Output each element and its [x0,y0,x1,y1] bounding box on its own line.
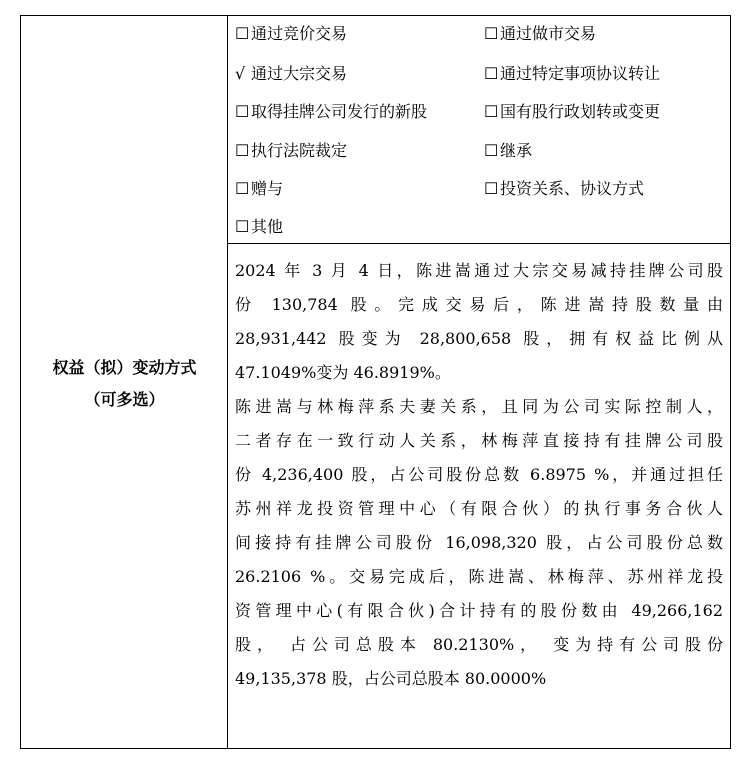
description-line: 26.2106 %。交易完成后，陈进嵩、林梅萍、苏州祥龙投 [235,567,723,586]
option-state-transfer [484,101,660,123]
checkbox-unchecked-icon: ☐ [235,24,250,43]
description-line: 份 130,784 股。完成交易后，陈进嵩持股数量由 [235,295,723,314]
description-line: 28,931,442 股变为 28,800,658 股，拥有权益比例从 [235,329,723,348]
description-line: 股， 占公司总股本 80.2130%， 变为持有公司股份 [235,635,723,654]
option-label: 取得挂牌公司发行的新股 [251,102,428,121]
option-label: 国有股行政划转或变更 [500,102,661,121]
option-label: 其他 [251,217,284,236]
option-gift [235,178,283,200]
checkbox-unchecked-icon: ☐ [484,64,499,83]
equity-change-table [20,15,731,749]
description-line: 陈进嵩与林梅萍系夫妻关系，且同为公司实际控制人， [235,397,723,416]
option-competitive-bidding [235,23,347,45]
row-label-line2: （可多选） [84,390,165,409]
option-label: 继承 [500,141,533,160]
option-specific-agreement-transfer [484,63,660,85]
option-inheritance [484,140,532,162]
option-label: 赠与 [251,179,284,198]
checkbox-unchecked-icon: ☐ [484,102,499,121]
description-line: 苏州祥龙投资管理中心（有限合伙）的执行事务合伙人 [235,499,723,518]
checkbox-unchecked-icon: ☐ [235,141,250,160]
options-cell [228,16,730,244]
description-line: 二者存在一致行动人关系，林梅萍直接持有挂牌公司股 [235,431,723,450]
description-line: 间接持有挂牌公司股份 16,098,320 股，占公司股份总数 [235,533,723,552]
option-label: 投资关系、协议方式 [500,179,645,198]
row-label-line1: 权益（拟）变动方式 [52,358,197,377]
checkbox-unchecked-icon: ☐ [235,217,250,236]
option-market-making [484,23,596,45]
option-other [235,216,283,238]
option-label: 通过做市交易 [500,24,597,43]
description-line: 49,135,378 股，占公司总股本 80.0000% [235,669,547,688]
description-line: 份 4,236,400 股，占公司股份总数 6.8975 %，并通过担任 [235,465,723,484]
description-line: 2024 年 3 月 4 日，陈进嵩通过大宗交易减持挂牌公司股 [235,261,723,280]
option-investment-agreement [484,178,644,200]
description-line: 47.1049%变为 46.8919%。 [235,363,451,382]
option-new-shares [235,101,427,123]
checkmark-icon: √ [235,64,246,83]
description-cell [235,254,723,696]
row-value-cell [228,16,730,748]
row-label-cell [21,16,228,748]
option-label: 通过大宗交易 [251,64,348,83]
option-label: 通过特定事项协议转让 [500,64,661,83]
description-line: 资管理中心(有限合伙)合计持有的股份数由 49,266,162 [235,601,723,620]
option-label: 通过竞价交易 [251,24,348,43]
checkbox-unchecked-icon: ☐ [235,179,250,198]
option-court-ruling [235,140,347,162]
checkbox-unchecked-icon: ☐ [484,24,499,43]
checkbox-unchecked-icon: ☐ [484,179,499,198]
checkbox-unchecked-icon: ☐ [484,141,499,160]
row-label [21,352,228,416]
checkbox-unchecked-icon: ☐ [235,102,250,121]
option-block-trade [235,63,347,85]
option-label: 执行法院裁定 [251,141,348,160]
